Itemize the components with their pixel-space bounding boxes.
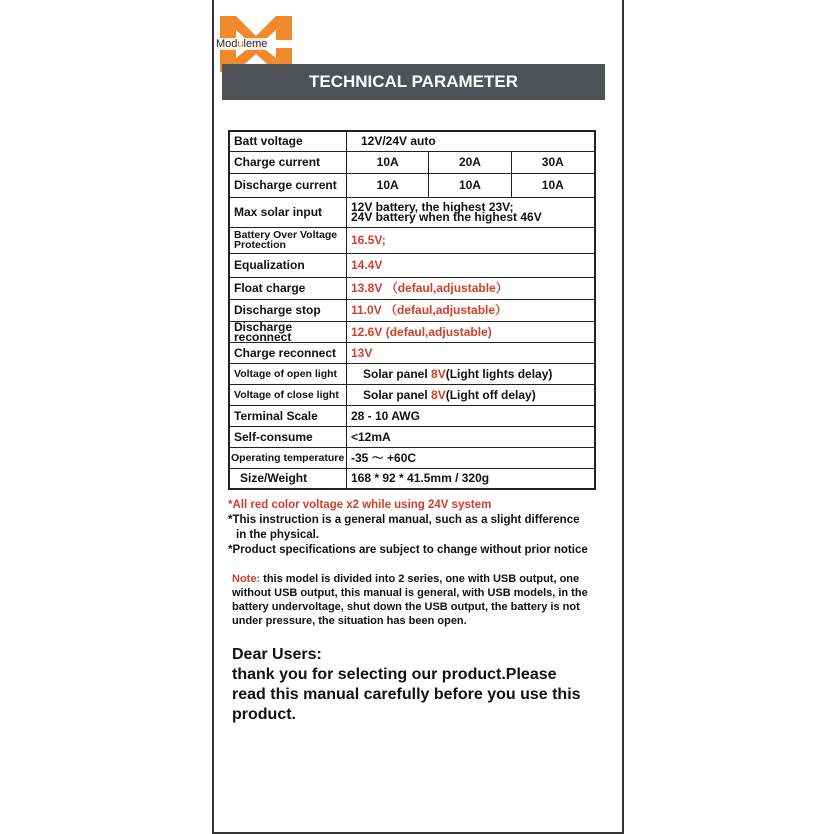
table-row [229, 197, 595, 227]
table-row [229, 173, 595, 197]
row-label: Max solar input [229, 197, 347, 227]
table-row [229, 277, 595, 299]
value-text: Solar panel [363, 366, 432, 381]
table-row [229, 131, 595, 151]
row-label: Self-consume [229, 426, 347, 447]
row-label: Discharge current [229, 173, 347, 197]
row-label: Battery Over Voltage Protection [229, 227, 347, 253]
usb-note [232, 572, 604, 628]
value-red: 8V [431, 387, 446, 402]
table-row [229, 384, 595, 405]
row-value: 13V [347, 342, 596, 363]
cell: 10A [347, 173, 429, 197]
row-label: Charge current [229, 151, 347, 173]
dear-text: thank you for selecting our product.Please read this manual carefully before you use this product. [232, 666, 581, 723]
table-row [229, 227, 595, 253]
row-value: 168 * 92 * 41.5mm / 320g [347, 468, 596, 489]
row-label: Batt voltage [229, 131, 347, 151]
row-value: 13.8V （defaul,adjustable） [347, 277, 596, 299]
row-value: -35 ～ +60C [347, 447, 596, 468]
row-label: Size/Weight [229, 468, 347, 489]
value-text: (Light lights delay) [445, 366, 553, 381]
value-text: Solar panel [363, 387, 432, 402]
table-row [229, 447, 595, 468]
cell: 30A [511, 151, 595, 173]
value-text: (Light off delay) [445, 387, 536, 402]
footnote: *This instruction is a general manual, such as a slight difference [228, 514, 580, 526]
row-value: 12.6V (defaul,adjustable) [347, 321, 596, 342]
row-label: Terminal Scale [229, 405, 347, 426]
logo-text: Moduleme [216, 38, 268, 50]
spec-table [228, 130, 596, 490]
row-label: Discharge reconnect [229, 321, 347, 342]
row-value [347, 384, 596, 405]
note-text: this model is divided into 2 series, one with USB output, one without USB output, this manual is general, with USB models, in the battery undervoltage, shut down the USB output, the battery is not under pressure, the situation has been open. [232, 573, 588, 627]
table-row [229, 299, 595, 321]
row-value: 14.4V [347, 253, 596, 277]
row-value: 16.5V; [347, 227, 596, 253]
table-row [229, 468, 595, 489]
table-row [229, 253, 595, 277]
row-value [347, 197, 596, 227]
row-label: Voltage of close light [229, 384, 347, 405]
table-row [229, 151, 595, 173]
table-row [229, 405, 595, 426]
row-label: Operating temperature [229, 447, 347, 468]
row-value: 12V/24V auto [347, 131, 596, 151]
note-label: Note: [232, 573, 261, 585]
row-label: Equalization [229, 253, 347, 277]
footnotes [228, 498, 588, 558]
cell: 20A [429, 151, 511, 173]
table-row [229, 363, 595, 384]
row-label: Discharge stop [229, 299, 347, 321]
dear-title: Dear Users: [232, 646, 322, 663]
row-value: 28 - 10 AWG [347, 405, 596, 426]
footnote: in the physical. [236, 529, 320, 541]
row-label: Voltage of open light [229, 363, 347, 384]
dear-users [232, 645, 592, 725]
cell: 10A [511, 173, 595, 197]
row-label: Charge reconnect [229, 342, 347, 363]
row-label: Float charge [229, 277, 347, 299]
cell: 10A [429, 173, 511, 197]
footnote: *Product specifications are subject to change without prior notice [228, 544, 588, 556]
table-row [229, 426, 595, 447]
cell: 10A [347, 151, 429, 173]
value-red: 8V [431, 366, 446, 381]
table-row [229, 342, 595, 363]
page-title: TECHNICAL PARAMETER [222, 64, 605, 100]
row-value: <12mA [347, 426, 596, 447]
value-line: 12V battery, the highest 23V; [351, 200, 514, 214]
table-row [229, 321, 595, 342]
row-value [347, 363, 596, 384]
value-line: 24V battery when the highest 46V [351, 210, 542, 224]
red-voltage-note: *All red color voltage x2 while using 24V system [228, 499, 492, 511]
row-value: 11.0V （defaul,adjustable） [347, 299, 596, 321]
